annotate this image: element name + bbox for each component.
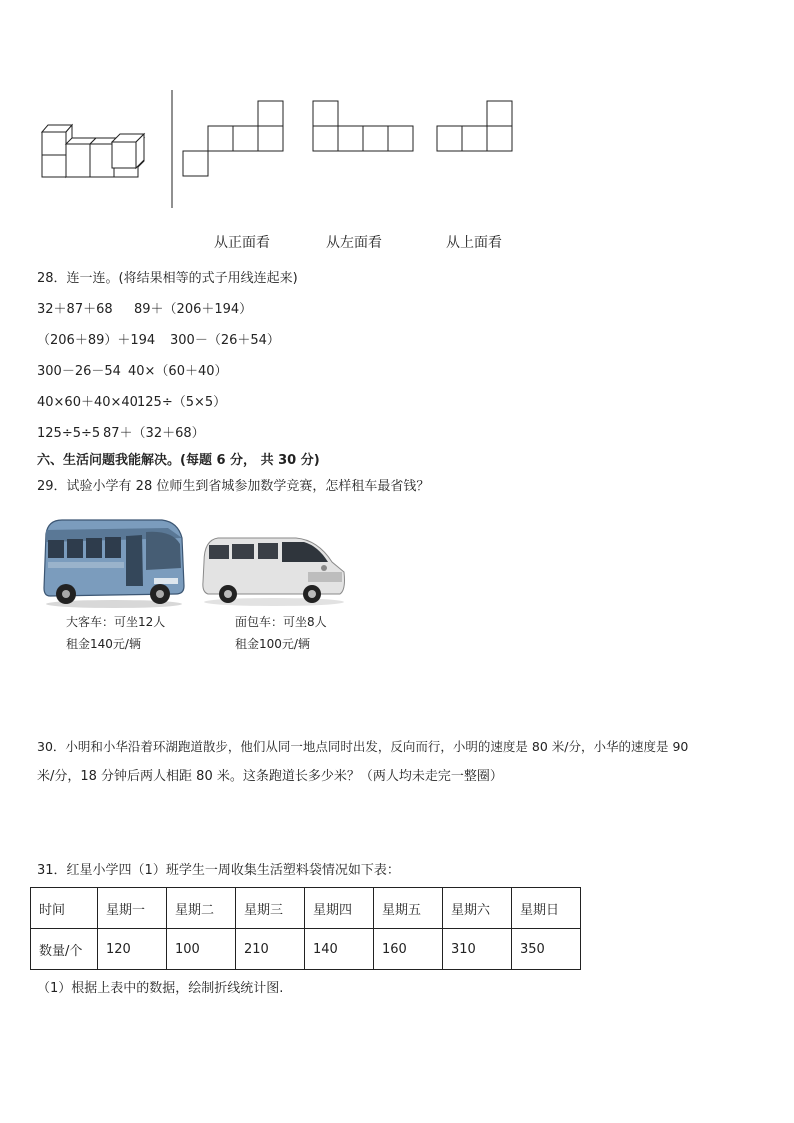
q28-right-2: 300－（26＋54） bbox=[170, 333, 280, 348]
section6-title: 六、生活问题我能解决。(每题 6 分， 共 30 分) bbox=[37, 453, 320, 468]
bus-capacity: 大客车：可坐12人 bbox=[66, 615, 166, 629]
table-header-cell: 星期日 bbox=[512, 888, 581, 929]
table-header-cell: 时间 bbox=[31, 888, 98, 929]
table-cell: 210 bbox=[236, 929, 305, 970]
top-view-label: 从上面看 bbox=[446, 235, 502, 251]
table-cell: 140 bbox=[305, 929, 374, 970]
q28-left-1: 32＋87＋68 bbox=[37, 302, 113, 317]
bus-image bbox=[42, 516, 187, 610]
cube-figure-right bbox=[110, 131, 155, 171]
plastic-bag-table bbox=[30, 887, 581, 970]
q28-left-3: 300－26－54 bbox=[37, 364, 121, 379]
q28-title: 28．连一连。(将结果相等的式子用线连起来) bbox=[37, 271, 298, 286]
q28-right-4: 125÷（5×5） bbox=[137, 395, 227, 410]
q28-right-5: 87＋（32＋68） bbox=[103, 426, 205, 441]
table-cell: 数量/个 bbox=[31, 929, 98, 970]
table-header-cell: 星期一 bbox=[98, 888, 167, 929]
table-header-cell: 星期四 bbox=[305, 888, 374, 929]
table-header-cell: 星期二 bbox=[167, 888, 236, 929]
van-capacity: 面包车：可坐8人 bbox=[235, 615, 327, 629]
table-cell: 120 bbox=[98, 929, 167, 970]
q30-line2: 米/分，18 分钟后两人相距 80 米。这条跑道长多少米？（两人均未走完一整圈） bbox=[37, 769, 503, 784]
q28-left-2: （206＋89）＋194 bbox=[37, 333, 156, 348]
van-price: 租金100元/辆 bbox=[235, 637, 310, 651]
table-cell: 160 bbox=[374, 929, 443, 970]
bus-price: 租金140元/辆 bbox=[66, 637, 141, 651]
front-view-label: 从正面看 bbox=[214, 235, 270, 251]
table-header-cell: 星期三 bbox=[236, 888, 305, 929]
table-cell: 350 bbox=[512, 929, 581, 970]
table-row bbox=[31, 929, 581, 970]
q28-left-5: 125÷5÷5 bbox=[37, 426, 101, 441]
q28-right-1: 89＋（206＋194） bbox=[134, 302, 253, 317]
left-view-label: 从左面看 bbox=[326, 235, 382, 251]
q28-left-4: 40×60＋40×40 bbox=[37, 395, 138, 410]
q28-right-3: 40×（60＋40） bbox=[128, 364, 228, 379]
table-header-row bbox=[31, 888, 581, 929]
q31-sub1: （1）根据上表中的数据，绘制折线统计图. bbox=[37, 981, 284, 996]
q30-line1: 30．小明和小华沿着环湖跑道散步，他们从同一地点同时出发，反向而行，小明的速度是 80 米/分，小华的速度是 90 bbox=[37, 739, 689, 754]
van-image bbox=[200, 532, 348, 608]
top-view-grid bbox=[437, 101, 514, 153]
q31-title: 31．红星小学四（1）班学生一周收集生活塑料袋情况如下表： bbox=[37, 863, 400, 878]
divider-line bbox=[171, 90, 173, 210]
table-cell: 310 bbox=[443, 929, 512, 970]
front-view-grid bbox=[183, 101, 285, 177]
q29-title: 29．试验小学有 28 位师生到省城参加数学竞赛，怎样租车最省钱？ bbox=[37, 479, 430, 494]
table-cell: 100 bbox=[167, 929, 236, 970]
left-view-grid bbox=[313, 101, 415, 153]
table-header-cell: 星期六 bbox=[443, 888, 512, 929]
table-header-cell: 星期五 bbox=[374, 888, 443, 929]
